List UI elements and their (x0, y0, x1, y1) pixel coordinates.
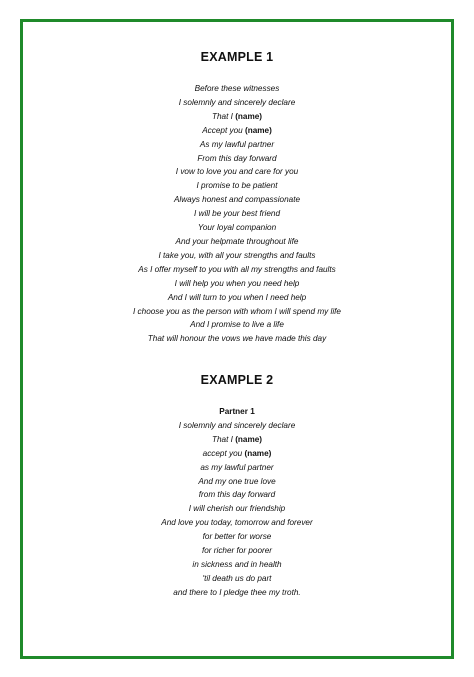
vow-line (23, 249, 451, 263)
vow-line (23, 179, 451, 193)
vow-line (23, 318, 451, 332)
example-1-vows (23, 82, 451, 346)
vow-text: from this day forward (198, 490, 276, 500)
vow-text: in sickness and in health (192, 559, 282, 569)
vow-line (23, 82, 451, 96)
vow-text: That I (211, 434, 236, 444)
vow-line (23, 152, 451, 166)
vow-line (23, 516, 451, 530)
vow-text: And I will turn to you when I need help (167, 292, 307, 302)
vow-text: From this day forward (197, 153, 277, 163)
vow-line (23, 530, 451, 544)
vow-text: for better for worse (202, 532, 272, 542)
vow-line (23, 193, 451, 207)
vow-text: Before these witnesses (194, 84, 280, 93)
vow-line (23, 447, 451, 461)
vow-line (23, 263, 451, 277)
vow-line (23, 138, 451, 152)
name-placeholder: (name) (244, 125, 272, 135)
vow-text: I take you, with all your strengths and faults (158, 250, 316, 260)
vow-text: accept you (202, 448, 245, 458)
vow-text: for richer for poorer (201, 546, 273, 556)
vow-text: I choose you as the person with whom I will spend my life (133, 306, 341, 316)
vow-text: And my one true love (198, 476, 276, 486)
vow-line (23, 586, 451, 600)
vow-text: I solemnly and sincerely declare (178, 97, 296, 107)
vow-line (23, 96, 451, 110)
vow-line (23, 291, 451, 305)
vow-line (23, 235, 451, 249)
vow-line (23, 461, 451, 475)
page-border (20, 19, 454, 659)
partner-heading: Partner 1 (219, 407, 255, 416)
vow-line (23, 572, 451, 586)
vow-text: I will be your best friend (193, 209, 280, 219)
example-1-title: EXAMPLE 1 (200, 50, 274, 64)
vow-text: 'til death us do part (202, 573, 272, 583)
name-placeholder: (name) (235, 434, 263, 444)
vow-line (23, 110, 451, 124)
vow-text: I will cherish our friendship (188, 504, 286, 514)
vow-text: That I (211, 111, 236, 121)
vow-line (23, 277, 451, 291)
vow-line (23, 207, 451, 221)
vow-text: I promise to be patient (196, 181, 278, 191)
vow-line (23, 419, 451, 433)
vow-line (23, 502, 451, 516)
vow-text: and there to I pledge thee my troth. (173, 587, 301, 597)
vow-text: Accept you (202, 125, 245, 135)
vow-text: And love you today, tomorrow and forever (161, 518, 313, 528)
vow-text: That will honour the vows we have made this day (147, 334, 327, 344)
example-2-title: EXAMPLE 2 (200, 373, 274, 387)
vow-line (23, 558, 451, 572)
example-2-vows (23, 405, 451, 600)
vow-text: And I promise to live a life (190, 320, 284, 330)
vow-line (23, 305, 451, 319)
vow-line (23, 165, 451, 179)
vow-line (23, 475, 451, 489)
vow-text: Always honest and compassionate (173, 195, 301, 205)
name-placeholder: (name) (244, 448, 272, 458)
name-placeholder: (name) (235, 111, 263, 121)
vow-text: I will help you when you need help (174, 278, 300, 288)
vow-line (23, 433, 451, 447)
vow-text: Your loyal companion (197, 223, 277, 233)
vow-text: I vow to love you and care for you (175, 167, 299, 177)
vow-line (23, 124, 451, 138)
vow-text: As I offer myself to you with all my strengths and faults (138, 264, 336, 274)
vow-text: And your helpmate throughout life (175, 236, 299, 246)
vow-line (23, 488, 451, 502)
vow-text: as my lawful partner (200, 462, 274, 472)
vow-line (23, 544, 451, 558)
vow-text: As my lawful partner (199, 139, 275, 149)
vow-text: I solemnly and sincerely declare (178, 420, 296, 430)
vow-line (23, 221, 451, 235)
vow-line (23, 332, 451, 346)
